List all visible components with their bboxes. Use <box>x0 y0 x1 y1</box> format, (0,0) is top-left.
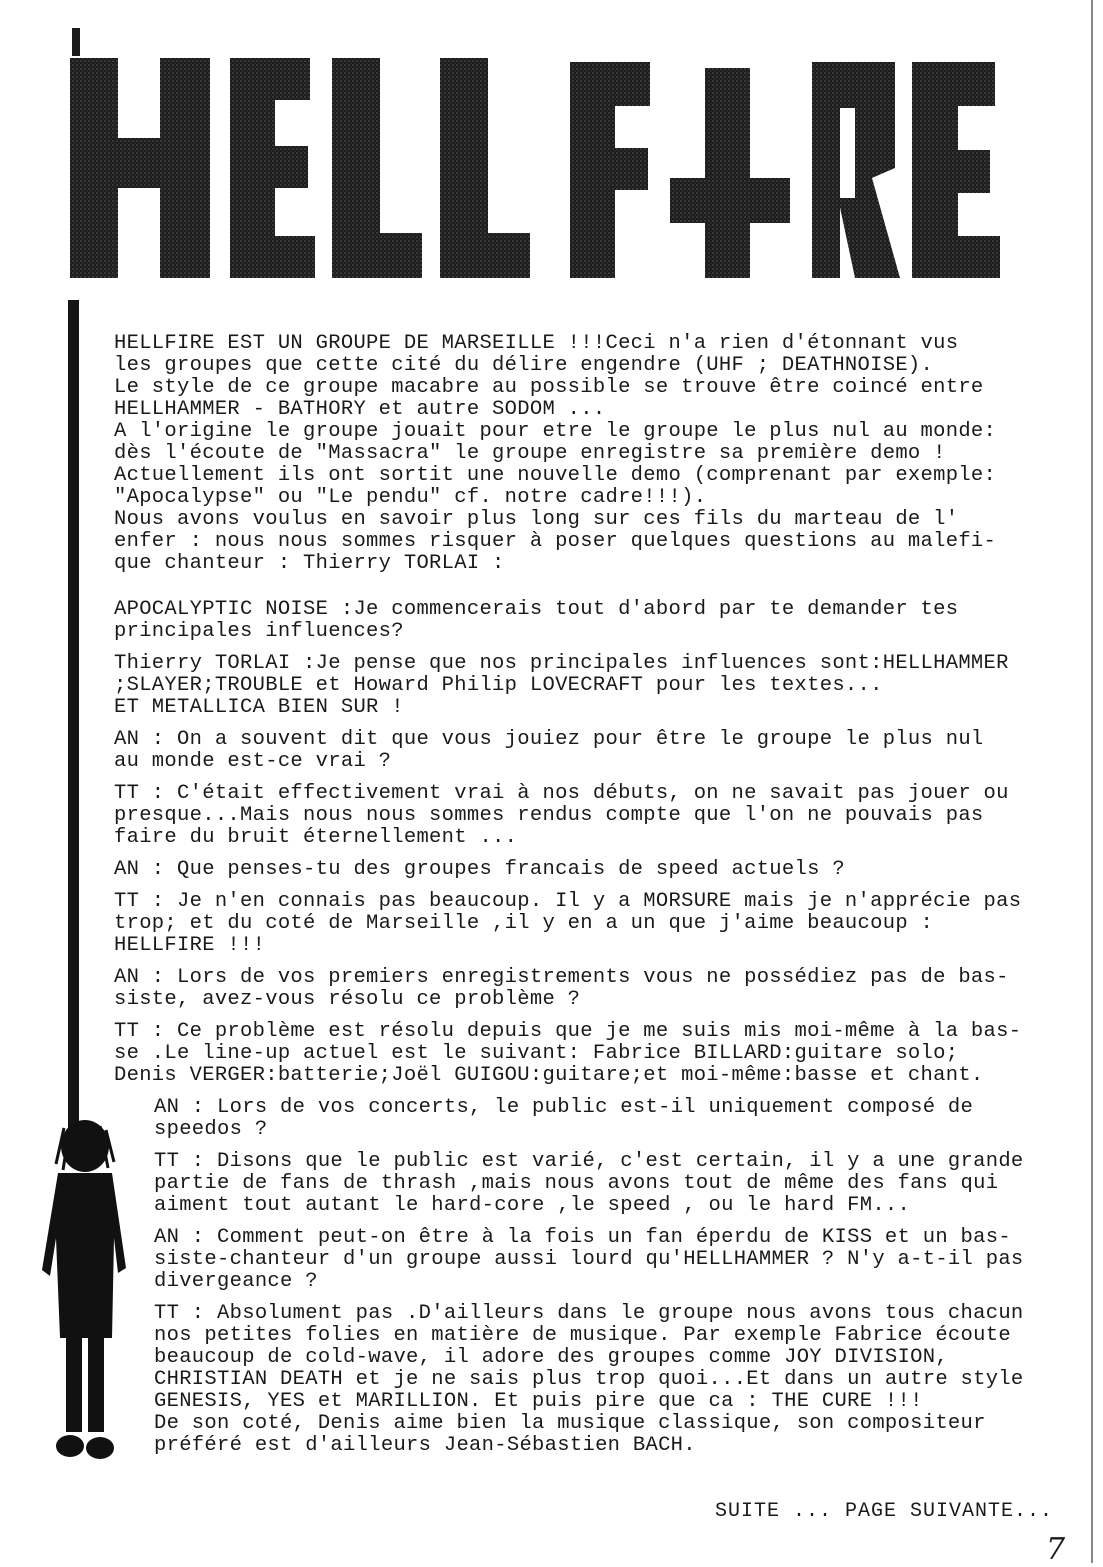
interview-exchange: TT : Ce problème est résolu depuis que je me suis mis moi-même à la bas- se .Le line-up actuel est le suivant: Fabrice BILLARD:guitare solo; Denis VERGER:batterie;Joël GUIGOU:guitare;et moi-même:basse et chant. <box>114 1020 1022 1087</box>
interview-exchange: AN : Lors de vos premiers enregistrements vous ne possédiez pas de bas- siste, avez-vous résolu ce problème ? <box>114 966 1009 1011</box>
page-edge-line <box>1091 0 1093 1563</box>
continued-note: SUITE ... PAGE SUIVANTE... <box>715 1500 1054 1523</box>
interview-exchange: TT : Disons que le public est varié, c'est certain, il y a une grande partie de fans de thrash ,mais nous avons tout de même des fans qui aiment tout autant le hard-core ,le speed , ou le hard FM... <box>154 1150 1024 1217</box>
intro-line: "Apocalypse" ou "Le pendu" cf. notre cadre!!!). <box>114 486 707 509</box>
intro-line: Nous avons voulus en savoir plus long sur ces fils du marteau de l' <box>114 508 959 531</box>
intro-line: HELLFIRE EST UN GROUPE DE MARSEILLE !!!Ceci n'a rien d'étonnant vus <box>114 332 959 355</box>
interview-exchange: APOCALYPTIC NOISE :Je commencerais tout d'abord par te demander tes principales influences? <box>114 598 959 643</box>
intro-line: les groupes que cette cité du délire engendre (UHF ; DEATHNOISE). <box>114 354 934 377</box>
page-number: 7 <box>1046 1532 1066 1567</box>
interview-exchange: AN : On a souvent dit que vous jouiez pour être le groupe le plus nul au monde est-ce vrai ? <box>114 728 984 773</box>
intro-line: enfer : nous nous sommes risquer à poser quelques questions au malefi- <box>114 530 997 553</box>
interview-exchange: AN : Comment peut-on être à la fois un fan éperdu de KISS et un bas- siste-chanteur d'un groupe aussi lourd qu'HELLHAMMER ? N'y a-t-il pas divergeance ? <box>154 1226 1024 1293</box>
masthead <box>60 28 1020 288</box>
interview-exchange: AN : Lors de vos concerts, le public est-il uniquement composé de speedos ? <box>154 1096 974 1141</box>
interview-exchange: TT : Absolument pas .D'ailleurs dans le groupe nous avons tous chacun nos petites folies en matière de musique. Par exemple Fabrice écoute beaucoup de cold-wave, il adore des groupes comme JOY DIVISION, CHRISTIAN DEATH et je ne sais plus trop quoi...Et dans un autre style GENESIS, YES et MARILLION. Et puis pire que ca : THE CURE !!! De son coté, Denis aime bien la musique classique, son compositeur préféré est d'ailleurs Jean-Sébastien BACH. <box>154 1302 1024 1457</box>
intro-line: dès l'écoute de "Massacra" le groupe enregistre sa première demo ! <box>114 442 946 465</box>
interview-exchange: AN : Que penses-tu des groupes francais de speed actuels ? <box>114 858 845 881</box>
intro-paragraph <box>114 333 996 575</box>
intro-line: A l'origine le groupe jouait pour etre le groupe le plus nul au monde: <box>114 420 997 443</box>
rope-line <box>68 300 79 1128</box>
hellfire-logo <box>60 28 1020 288</box>
interview-exchange: Thierry TORLAI :Je pense que nos principales influences sont:HELLHAMMER ;SLAYER;TROUBLE et Howard Philip LOVECRAFT pour les textes... ET METALLICA BIEN SUR ! <box>114 652 1009 719</box>
intro-line: que chanteur : Thierry TORLAI : <box>114 552 505 575</box>
interview-exchange: TT : Je n'en connais pas beaucoup. Il y a MORSURE mais je n'apprécie pas trop; et du coté de Marseille ,il y en a un que j'aime beaucoup : HELLFIRE !!! <box>114 890 1022 957</box>
interview-section <box>114 599 1074 1467</box>
interview-exchange: TT : C'était effectivement vrai à nos débuts, on ne savait pas jouer ou presque...Mais nous nous sommes rendus compte que l'on ne pouvais pas faire du bruit éternellement ... <box>114 782 1009 849</box>
intro-line: Le style de ce groupe macabre au possible se trouve être coincé entre <box>114 376 984 399</box>
intro-line: HELLHAMMER - BATHORY et autre SODOM ... <box>114 398 606 421</box>
intro-line: Actuellement ils ont sortit une nouvelle demo (comprenant par exemple: <box>114 464 997 487</box>
